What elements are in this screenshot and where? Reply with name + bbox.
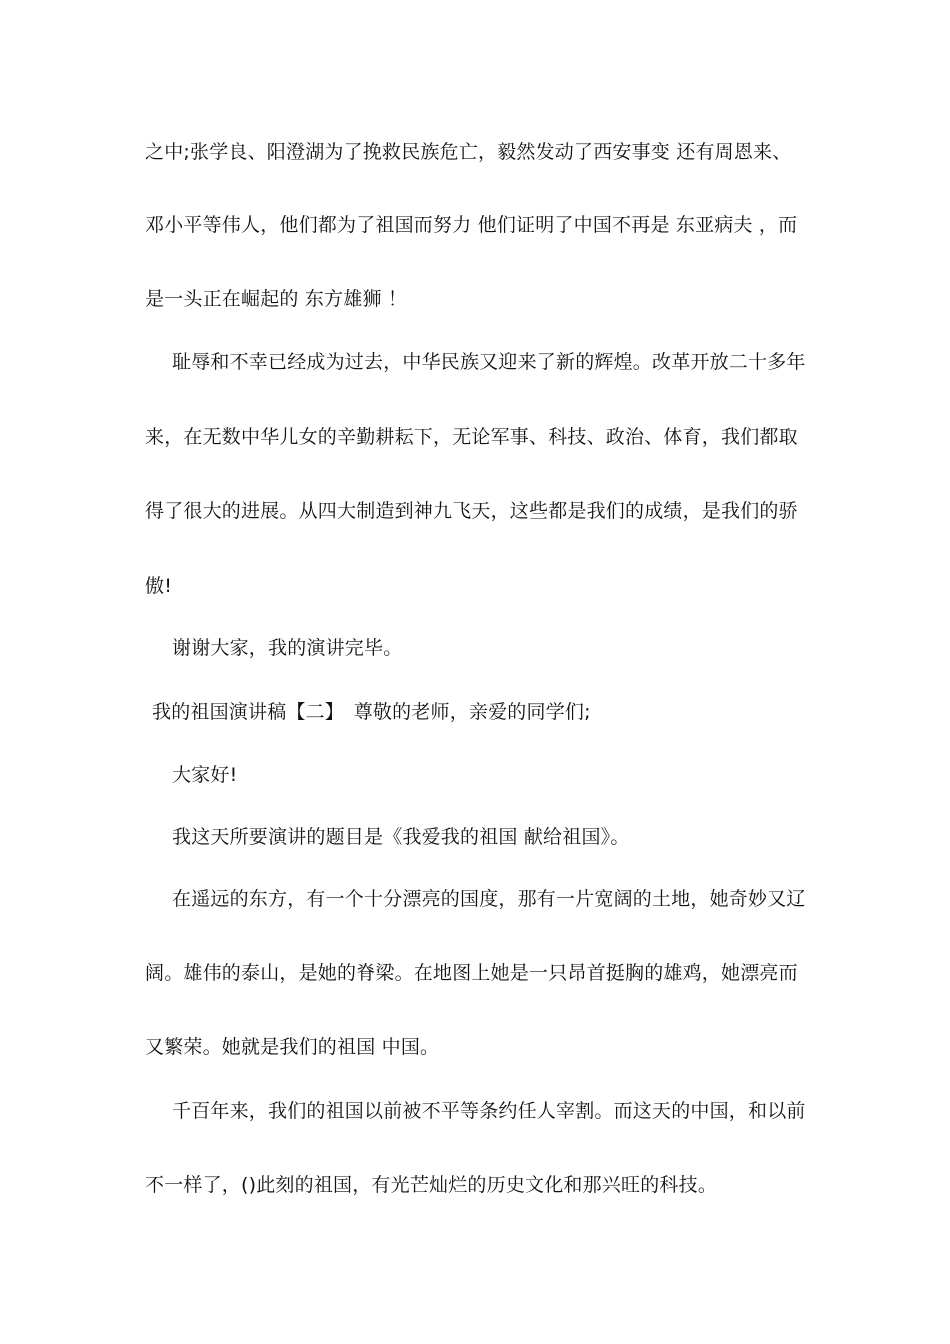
- text-line-16: 不一样了，()此刻的祖国，有光芒灿烂的历史文化和那兴旺的科技。: [145, 1174, 718, 1196]
- text-line-12: 在遥远的东方，有一个十分漂亮的国度，那有一片宽阔的土地，她奇妙又辽: [172, 888, 806, 910]
- text-line-4: 耻辱和不幸已经成为过去，中华民族又迎来了新的辉煌。改革开放二十多年: [172, 351, 806, 373]
- text-line-8: 谢谢大家，我的演讲完毕。: [172, 637, 403, 659]
- text-line-11: 我这天所要演讲的题目是《我爱我的祖国 献给祖国》。: [172, 826, 630, 848]
- text-line-7: 傲!: [145, 575, 173, 597]
- section-heading: 我的祖国演讲稿【二】 尊敬的老师，亲爱的同学们;: [152, 701, 591, 723]
- text-line-13: 阔。雄伟的泰山，是她的脊梁。在地图上她是一只昂首挺胸的雄鸡，她漂亮而: [145, 962, 798, 984]
- text-line-6: 得了很大的进展。从四大制造到神九飞天，这些都是我们的成绩，是我们的骄: [145, 500, 798, 522]
- text-line-3: 是一头正在崛起的 东方雄狮 ！: [145, 288, 408, 310]
- text-line-15: 千百年来，我们的祖国以前被不平等条约任人宰割。而这天的中国，和以前: [172, 1100, 806, 1122]
- text-line-5: 来，在无数中华儿女的辛勤耕耘下，无论军事、科技、政治、体育，我们都取: [145, 426, 798, 448]
- text-line-10: 大家好!: [172, 764, 238, 786]
- text-line-14: 又繁荣。她就是我们的祖国 中国。: [145, 1036, 440, 1058]
- text-line-2: 邓小平等伟人，他们都为了祖国而努力 他们证明了中国不再是 东亚病夫 ，而: [145, 214, 798, 236]
- text-line-1: 之中;张学良、阳澄湖为了挽救民族危亡，毅然发动了西安事变 还有周恩来、: [145, 141, 792, 163]
